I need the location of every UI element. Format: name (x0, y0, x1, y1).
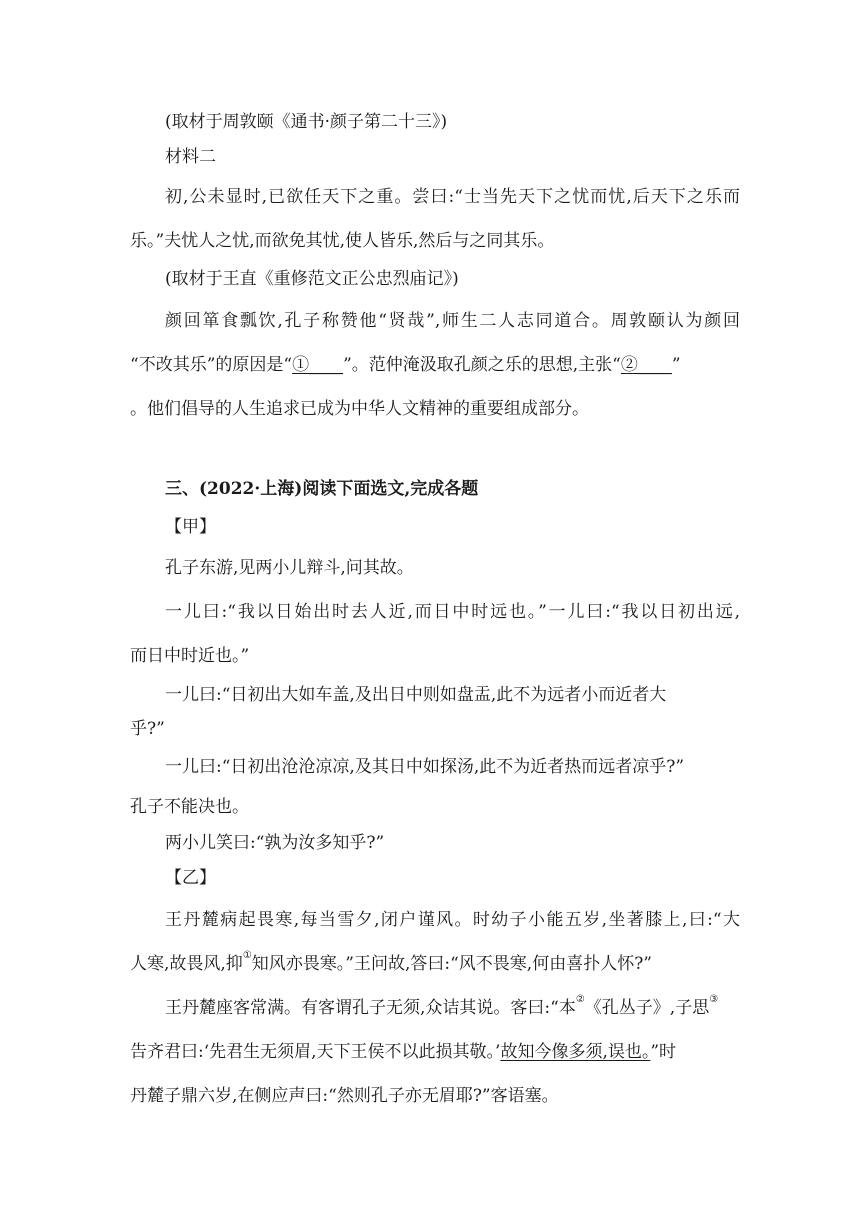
question-line-2 (130, 353, 740, 377)
jia-paragraph-3-line-1: 一儿曰:“日初出大如车盖,及出日中则如盘盂,此不为远者小而近者大 (165, 685, 667, 705)
question-line-1: 颜回箪食瓢饮,孔子称赞他“贤哉”,师生二人志同道合。周敦颐认为颜回 (165, 311, 740, 331)
yi-paragraph-2-line-3: 丹麓子鼎六岁,在侧应声曰:“然则孔子亦无眉耶?”客语塞。 (130, 1086, 559, 1106)
yi-text-d: 《孔丛子》,子思 (584, 998, 710, 1018)
question-text-a: “不改其乐”的原因是“ (130, 355, 293, 375)
material-2-heading: 材料二 (165, 147, 216, 167)
yi-text-c: 王丹麓座客常满。有客谓孔子无须,众诘其说。客曰:“本 (165, 998, 576, 1018)
material-2-line-1: 初,公未显时,已欲任天下之重。尝曰:“士当先天下之忧而忧,后天下之乐而 (165, 187, 740, 207)
material-2-line-2: 乐。”夫忧人之忧,而欲免其忧,使人皆乐,然后与之同其乐。 (130, 231, 555, 251)
answer-blank-1[interactable]: ①____ (292, 355, 344, 375)
jia-paragraph-5: 两小儿笑曰:“孰为汝多知乎?” (165, 833, 385, 853)
yi-paragraph-2-line-1 (165, 996, 740, 1020)
answer-blank-2[interactable]: ②____ (620, 355, 672, 375)
jia-paragraph-4-line-1: 一儿曰:“日初出沧沧凉凉,及其日中如探汤,此不为近者热而远者凉乎?” (165, 757, 685, 777)
question-text-b: ”。范仲淹汲取孔颜之乐的思想,主张“ (343, 355, 621, 375)
jia-paragraph-3-line-2: 乎?” (130, 719, 165, 739)
question-text-c: ” (671, 355, 681, 375)
yi-paragraph-1-line-1: 王丹麓病起畏寒,每当雪夕,闭户谨风。时幼子小能五岁,坐著膝上,曰:“大 (165, 910, 740, 930)
jia-paragraph-4-line-2: 孔子不能决也。 (130, 797, 249, 817)
footnote-marker-1: ① (242, 950, 252, 962)
section-3-title: 三、(2022·上海)阅读下面选文,完成各题 (165, 479, 479, 499)
yi-text-f: ”时 (650, 1042, 677, 1062)
passage-jia-label: 【甲】 (165, 517, 216, 537)
jia-paragraph-1: 孔子东游,见两小儿辩斗,问其故。 (165, 558, 414, 578)
jia-paragraph-2-line-1: 一儿曰:“我以日始出时去人近,而日中时远也。”一儿曰:“我以日初出远, (165, 602, 740, 622)
yi-paragraph-2-line-2 (130, 1040, 740, 1064)
passage-yi-label: 【乙】 (165, 868, 216, 888)
footnote-marker-2: ② (575, 994, 585, 1006)
yi-text-e: 告齐君曰:‘先君生无须眉,天下王侯不以此损其敬。’ (130, 1042, 501, 1062)
jia-paragraph-2-line-2: 而日中时近也。” (130, 646, 250, 666)
footnote-marker-3: ③ (709, 994, 719, 1006)
underlined-sentence: 故知今像多须,误也。 (500, 1042, 651, 1062)
yi-text-b: 知风亦畏寒。”王问故,答曰:“风不畏寒,何由喜扑人怀?” (251, 954, 653, 974)
source-citation-2: (取材于王直《重修范文正公忠烈庙记》) (165, 269, 459, 289)
question-line-3: 。他们倡导的人生追求已成为中华人文精神的重要组成部分。 (130, 399, 589, 419)
yi-text-a: 人寒,故畏风,抑 (130, 954, 243, 974)
source-citation-1: (取材于周敦颐《通书·颜子第二十三》) (165, 112, 448, 132)
yi-paragraph-1-line-2 (130, 952, 740, 976)
